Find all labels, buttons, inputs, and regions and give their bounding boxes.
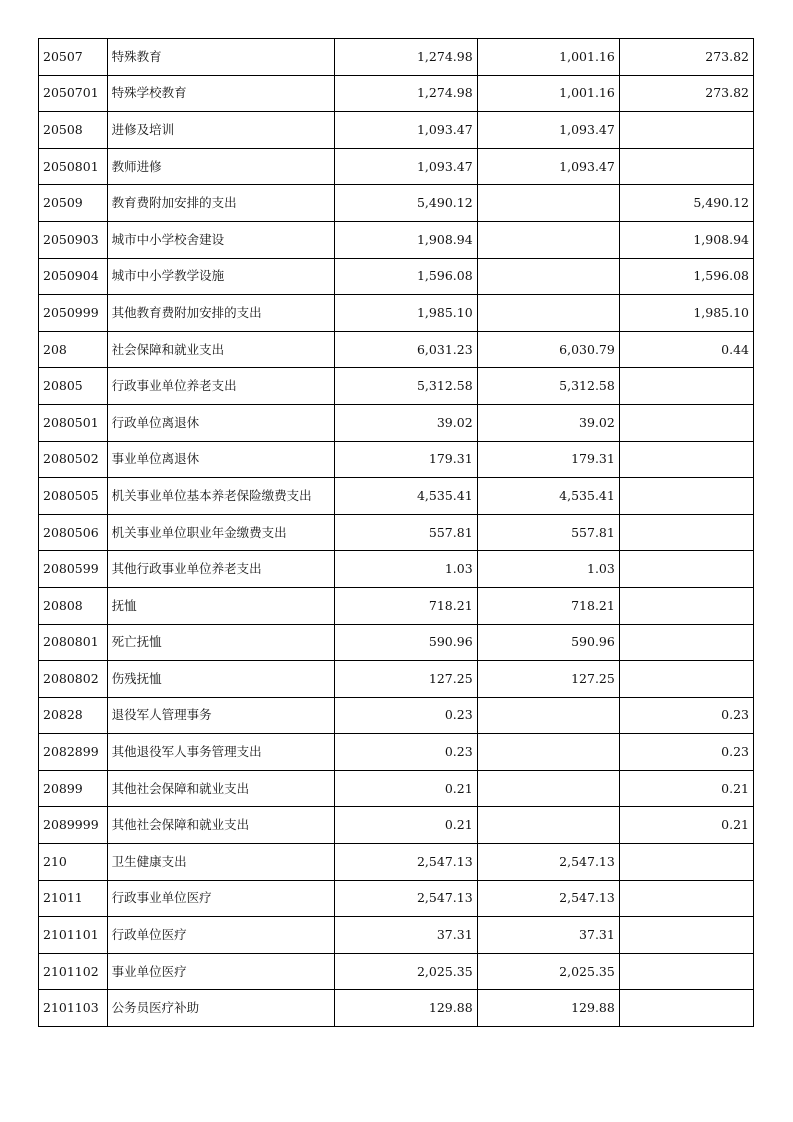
code-cell bbox=[39, 478, 108, 515]
name-cell bbox=[107, 953, 335, 990]
basic-expense-cell bbox=[477, 368, 619, 405]
basic-expense-cell bbox=[477, 185, 619, 222]
project-expense-cell bbox=[619, 880, 753, 917]
name-cell-text: 抚恤 bbox=[111, 598, 137, 613]
name-cell bbox=[107, 221, 335, 258]
table-row bbox=[39, 112, 754, 149]
name-cell bbox=[107, 75, 335, 112]
name-cell bbox=[107, 478, 335, 515]
code-cell-text: 2050903 bbox=[43, 231, 99, 247]
table-row bbox=[39, 514, 754, 551]
total-cell bbox=[335, 221, 477, 258]
total-cell bbox=[335, 953, 477, 990]
code-cell bbox=[39, 112, 108, 149]
basic-expense-cell-text: 129.88 bbox=[571, 1000, 615, 1016]
basic-expense-cell-text: 6,030.79 bbox=[559, 341, 615, 357]
table-row bbox=[39, 75, 754, 112]
code-cell-text: 2050701 bbox=[43, 85, 99, 101]
basic-expense-cell bbox=[477, 661, 619, 698]
code-cell bbox=[39, 368, 108, 405]
project-expense-cell-text: 0.21 bbox=[721, 780, 749, 796]
name-cell-text: 行政单位离退休 bbox=[111, 415, 200, 430]
total-cell bbox=[335, 441, 477, 478]
table-row bbox=[39, 39, 754, 76]
code-cell-text: 2101102 bbox=[43, 963, 99, 979]
total-cell bbox=[335, 39, 477, 76]
code-cell bbox=[39, 917, 108, 954]
code-cell bbox=[39, 807, 108, 844]
total-cell bbox=[335, 331, 477, 368]
basic-expense-cell bbox=[477, 844, 619, 881]
total-cell bbox=[335, 148, 477, 185]
project-expense-cell bbox=[619, 368, 753, 405]
total-cell-text: 2,547.13 bbox=[416, 890, 473, 906]
code-cell bbox=[39, 331, 108, 368]
code-cell-text: 210 bbox=[43, 853, 67, 869]
total-cell-text: 0.23 bbox=[444, 707, 473, 723]
project-expense-cell-text: 1,908.94 bbox=[693, 231, 749, 247]
basic-expense-cell bbox=[477, 514, 619, 551]
name-cell-text: 行政单位医疗 bbox=[111, 928, 187, 943]
basic-expense-cell bbox=[477, 258, 619, 295]
project-expense-cell bbox=[619, 734, 753, 771]
basic-expense-cell-text: 5,312.58 bbox=[559, 378, 615, 394]
total-cell-text: 0.23 bbox=[444, 744, 473, 760]
project-expense-cell bbox=[619, 624, 753, 661]
basic-expense-cell bbox=[477, 697, 619, 734]
total-cell bbox=[335, 368, 477, 405]
name-cell bbox=[107, 770, 335, 807]
name-cell bbox=[107, 404, 335, 441]
basic-expense-cell bbox=[477, 587, 619, 624]
project-expense-cell bbox=[619, 441, 753, 478]
total-cell bbox=[335, 661, 477, 698]
code-cell-text: 2080502 bbox=[43, 451, 99, 467]
project-expense-cell bbox=[619, 221, 753, 258]
name-cell bbox=[107, 258, 335, 295]
name-cell bbox=[107, 587, 335, 624]
basic-expense-cell-text: 2,547.13 bbox=[559, 890, 615, 906]
total-cell bbox=[335, 770, 477, 807]
name-cell-text: 卫生健康支出 bbox=[111, 854, 187, 869]
project-expense-cell bbox=[619, 39, 753, 76]
code-cell-text: 2080802 bbox=[43, 670, 99, 686]
total-cell-text: 2,547.13 bbox=[416, 853, 473, 869]
project-expense-cell bbox=[619, 331, 753, 368]
name-cell bbox=[107, 39, 335, 76]
basic-expense-cell bbox=[477, 953, 619, 990]
name-cell bbox=[107, 697, 335, 734]
basic-expense-cell-text: 127.25 bbox=[571, 670, 615, 686]
name-cell-text: 行政事业单位医疗 bbox=[111, 891, 212, 906]
total-cell bbox=[335, 880, 477, 917]
name-cell-text: 公务员医疗补助 bbox=[111, 1001, 200, 1016]
basic-expense-cell bbox=[477, 990, 619, 1027]
total-cell bbox=[335, 514, 477, 551]
project-expense-cell bbox=[619, 478, 753, 515]
total-cell-text: 4,535.41 bbox=[416, 487, 473, 503]
name-cell-text: 死亡抚恤 bbox=[111, 635, 162, 650]
project-expense-cell bbox=[619, 990, 753, 1027]
project-expense-cell-text: 273.82 bbox=[705, 85, 749, 101]
name-cell-text: 教育费附加安排的支出 bbox=[111, 196, 237, 211]
budget-table bbox=[38, 38, 754, 1027]
total-cell-text: 1,985.10 bbox=[416, 304, 473, 320]
total-cell-text: 1,093.47 bbox=[416, 121, 473, 137]
total-cell-text: 0.21 bbox=[444, 780, 473, 796]
code-cell-text: 20508 bbox=[43, 121, 83, 137]
total-cell-text: 6,031.23 bbox=[416, 341, 473, 357]
total-cell bbox=[335, 734, 477, 771]
total-cell bbox=[335, 295, 477, 332]
total-cell-text: 1,274.98 bbox=[416, 48, 473, 64]
basic-expense-cell bbox=[477, 295, 619, 332]
basic-expense-cell bbox=[477, 917, 619, 954]
code-cell bbox=[39, 880, 108, 917]
total-cell bbox=[335, 478, 477, 515]
basic-expense-cell bbox=[477, 880, 619, 917]
project-expense-cell-text: 273.82 bbox=[705, 48, 749, 64]
name-cell bbox=[107, 331, 335, 368]
basic-expense-cell bbox=[477, 734, 619, 771]
table-row bbox=[39, 221, 754, 258]
code-cell-text: 20805 bbox=[43, 378, 83, 394]
code-cell bbox=[39, 441, 108, 478]
code-cell bbox=[39, 295, 108, 332]
table-row bbox=[39, 917, 754, 954]
name-cell bbox=[107, 917, 335, 954]
basic-expense-cell bbox=[477, 478, 619, 515]
basic-expense-cell bbox=[477, 331, 619, 368]
total-cell-text: 2,025.35 bbox=[416, 963, 473, 979]
total-cell bbox=[335, 551, 477, 588]
total-cell-text: 0.21 bbox=[444, 817, 473, 833]
code-cell bbox=[39, 587, 108, 624]
project-expense-cell bbox=[619, 953, 753, 990]
table-row bbox=[39, 295, 754, 332]
project-expense-cell-text: 5,490.12 bbox=[693, 195, 749, 211]
code-cell-text: 2080801 bbox=[43, 634, 99, 650]
total-cell bbox=[335, 587, 477, 624]
project-expense-cell bbox=[619, 112, 753, 149]
table-row bbox=[39, 148, 754, 185]
code-cell bbox=[39, 75, 108, 112]
basic-expense-cell-text: 1,093.47 bbox=[559, 121, 615, 137]
name-cell bbox=[107, 807, 335, 844]
project-expense-cell bbox=[619, 917, 753, 954]
code-cell bbox=[39, 697, 108, 734]
table-row bbox=[39, 404, 754, 441]
name-cell-text: 机关事业单位职业年金缴费支出 bbox=[111, 525, 287, 540]
name-cell-text: 其他社会保障和就业支出 bbox=[111, 818, 250, 833]
total-cell-text: 557.81 bbox=[428, 524, 473, 540]
total-cell-text: 5,490.12 bbox=[416, 195, 473, 211]
code-cell bbox=[39, 185, 108, 222]
table-row bbox=[39, 551, 754, 588]
basic-expense-cell-text: 4,535.41 bbox=[559, 487, 615, 503]
total-cell-text: 37.31 bbox=[436, 927, 473, 943]
project-expense-cell bbox=[619, 295, 753, 332]
code-cell-text: 2080501 bbox=[43, 414, 99, 430]
name-cell bbox=[107, 844, 335, 881]
basic-expense-cell-text: 2,547.13 bbox=[559, 853, 615, 869]
table-row bbox=[39, 368, 754, 405]
project-expense-cell bbox=[619, 148, 753, 185]
total-cell-text: 1.03 bbox=[444, 561, 473, 577]
code-cell bbox=[39, 844, 108, 881]
project-expense-cell-text: 0.23 bbox=[721, 707, 749, 723]
name-cell-text: 特殊教育 bbox=[111, 49, 162, 64]
basic-expense-cell bbox=[477, 770, 619, 807]
basic-expense-cell-text: 39.02 bbox=[579, 414, 615, 430]
name-cell bbox=[107, 990, 335, 1027]
code-cell bbox=[39, 734, 108, 771]
total-cell-text: 129.88 bbox=[428, 1000, 473, 1016]
basic-expense-cell bbox=[477, 551, 619, 588]
code-cell-text: 21011 bbox=[43, 890, 83, 906]
total-cell-text: 1,596.08 bbox=[416, 268, 473, 284]
table-row bbox=[39, 770, 754, 807]
name-cell bbox=[107, 185, 335, 222]
basic-expense-cell bbox=[477, 112, 619, 149]
table-body bbox=[39, 39, 754, 1027]
code-cell-text: 2101101 bbox=[43, 927, 99, 943]
basic-expense-cell bbox=[477, 441, 619, 478]
project-expense-cell bbox=[619, 697, 753, 734]
total-cell-text: 5,312.58 bbox=[416, 378, 473, 394]
name-cell-text: 特殊学校教育 bbox=[111, 86, 187, 101]
code-cell-text: 208 bbox=[43, 341, 67, 357]
total-cell bbox=[335, 844, 477, 881]
basic-expense-cell-text: 590.96 bbox=[571, 634, 615, 650]
project-expense-cell bbox=[619, 770, 753, 807]
table-row bbox=[39, 734, 754, 771]
basic-expense-cell bbox=[477, 807, 619, 844]
name-cell-text: 社会保障和就业支出 bbox=[111, 342, 225, 357]
name-cell-text: 城市中小学教学设施 bbox=[111, 269, 225, 284]
basic-expense-cell-text: 718.21 bbox=[571, 597, 615, 613]
name-cell bbox=[107, 734, 335, 771]
code-cell bbox=[39, 661, 108, 698]
table-row bbox=[39, 953, 754, 990]
name-cell bbox=[107, 368, 335, 405]
code-cell-text: 20509 bbox=[43, 195, 83, 211]
project-expense-cell-text: 1,596.08 bbox=[693, 268, 749, 284]
table-row bbox=[39, 331, 754, 368]
code-cell-text: 2101103 bbox=[43, 1000, 99, 1016]
name-cell bbox=[107, 514, 335, 551]
total-cell bbox=[335, 624, 477, 661]
code-cell bbox=[39, 551, 108, 588]
basic-expense-cell-text: 37.31 bbox=[579, 927, 615, 943]
total-cell-text: 1,274.98 bbox=[416, 85, 473, 101]
table-row bbox=[39, 258, 754, 295]
table-row bbox=[39, 844, 754, 881]
code-cell-text: 2080506 bbox=[43, 524, 99, 540]
project-expense-cell bbox=[619, 185, 753, 222]
code-cell bbox=[39, 39, 108, 76]
total-cell bbox=[335, 917, 477, 954]
table-row bbox=[39, 441, 754, 478]
project-expense-cell-text: 0.44 bbox=[721, 341, 749, 357]
total-cell bbox=[335, 258, 477, 295]
name-cell-text: 其他行政事业单位养老支出 bbox=[111, 562, 262, 577]
table-row bbox=[39, 185, 754, 222]
name-cell bbox=[107, 624, 335, 661]
name-cell-text: 教师进修 bbox=[111, 159, 162, 174]
code-cell-text: 2050999 bbox=[43, 304, 99, 320]
basic-expense-cell bbox=[477, 39, 619, 76]
table-row bbox=[39, 661, 754, 698]
name-cell bbox=[107, 295, 335, 332]
project-expense-cell bbox=[619, 258, 753, 295]
total-cell bbox=[335, 75, 477, 112]
basic-expense-cell-text: 179.31 bbox=[571, 451, 615, 467]
name-cell-text: 其他退役军人事务管理支出 bbox=[111, 745, 262, 760]
total-cell bbox=[335, 185, 477, 222]
project-expense-cell bbox=[619, 661, 753, 698]
name-cell bbox=[107, 551, 335, 588]
code-cell bbox=[39, 148, 108, 185]
table-row bbox=[39, 697, 754, 734]
total-cell-text: 590.96 bbox=[428, 634, 473, 650]
basic-expense-cell bbox=[477, 624, 619, 661]
table-row bbox=[39, 880, 754, 917]
total-cell-text: 718.21 bbox=[428, 597, 473, 613]
code-cell bbox=[39, 770, 108, 807]
code-cell bbox=[39, 990, 108, 1027]
code-cell-text: 2080505 bbox=[43, 487, 99, 503]
name-cell-text: 行政事业单位养老支出 bbox=[111, 379, 237, 394]
basic-expense-cell-text: 2,025.35 bbox=[559, 963, 615, 979]
basic-expense-cell bbox=[477, 75, 619, 112]
table-row bbox=[39, 990, 754, 1027]
name-cell-text: 进修及培训 bbox=[111, 122, 175, 137]
name-cell bbox=[107, 661, 335, 698]
name-cell-text: 机关事业单位基本养老保险缴费支出 bbox=[111, 488, 312, 503]
name-cell bbox=[107, 880, 335, 917]
code-cell-text: 20507 bbox=[43, 48, 83, 64]
basic-expense-cell-text: 557.81 bbox=[571, 524, 615, 540]
table-row bbox=[39, 624, 754, 661]
code-cell-text: 2050801 bbox=[43, 158, 99, 174]
basic-expense-cell bbox=[477, 221, 619, 258]
total-cell-text: 179.31 bbox=[428, 451, 473, 467]
table-row bbox=[39, 478, 754, 515]
code-cell bbox=[39, 221, 108, 258]
total-cell bbox=[335, 807, 477, 844]
project-expense-cell bbox=[619, 587, 753, 624]
project-expense-cell bbox=[619, 807, 753, 844]
basic-expense-cell bbox=[477, 404, 619, 441]
name-cell-text: 退役军人管理事务 bbox=[111, 708, 212, 723]
project-expense-cell-text: 0.21 bbox=[721, 817, 749, 833]
basic-expense-cell-text: 1,001.16 bbox=[559, 48, 615, 64]
code-cell bbox=[39, 624, 108, 661]
project-expense-cell bbox=[619, 404, 753, 441]
project-expense-cell bbox=[619, 844, 753, 881]
code-cell-text: 20899 bbox=[43, 780, 83, 796]
code-cell bbox=[39, 258, 108, 295]
total-cell bbox=[335, 112, 477, 149]
project-expense-cell-text: 0.23 bbox=[721, 744, 749, 760]
basic-expense-cell-text: 1.03 bbox=[587, 561, 615, 577]
code-cell-text: 20828 bbox=[43, 707, 83, 723]
code-cell bbox=[39, 404, 108, 441]
total-cell-text: 39.02 bbox=[436, 414, 473, 430]
project-expense-cell bbox=[619, 551, 753, 588]
project-expense-cell bbox=[619, 514, 753, 551]
name-cell-text: 其他社会保障和就业支出 bbox=[111, 781, 250, 796]
total-cell bbox=[335, 404, 477, 441]
code-cell-text: 2089999 bbox=[43, 817, 99, 833]
code-cell bbox=[39, 953, 108, 990]
total-cell-text: 1,093.47 bbox=[416, 158, 473, 174]
name-cell-text: 事业单位医疗 bbox=[111, 964, 187, 979]
name-cell bbox=[107, 112, 335, 149]
code-cell-text: 2082899 bbox=[43, 744, 99, 760]
name-cell-text: 其他教育费附加安排的支出 bbox=[111, 305, 262, 320]
code-cell-text: 20808 bbox=[43, 597, 83, 613]
total-cell bbox=[335, 990, 477, 1027]
name-cell bbox=[107, 441, 335, 478]
total-cell bbox=[335, 697, 477, 734]
basic-expense-cell bbox=[477, 148, 619, 185]
name-cell-text: 伤残抚恤 bbox=[111, 671, 162, 686]
total-cell-text: 1,908.94 bbox=[416, 231, 473, 247]
table-row bbox=[39, 807, 754, 844]
name-cell-text: 城市中小学校舍建设 bbox=[111, 232, 225, 247]
total-cell-text: 127.25 bbox=[428, 670, 473, 686]
name-cell bbox=[107, 148, 335, 185]
table-row bbox=[39, 587, 754, 624]
basic-expense-cell-text: 1,093.47 bbox=[559, 158, 615, 174]
basic-expense-cell-text: 1,001.16 bbox=[559, 85, 615, 101]
name-cell-text: 事业单位离退休 bbox=[111, 452, 200, 467]
code-cell-text: 2050904 bbox=[43, 268, 99, 284]
project-expense-cell-text: 1,985.10 bbox=[693, 304, 749, 320]
project-expense-cell bbox=[619, 75, 753, 112]
code-cell bbox=[39, 514, 108, 551]
code-cell-text: 2080599 bbox=[43, 561, 99, 577]
